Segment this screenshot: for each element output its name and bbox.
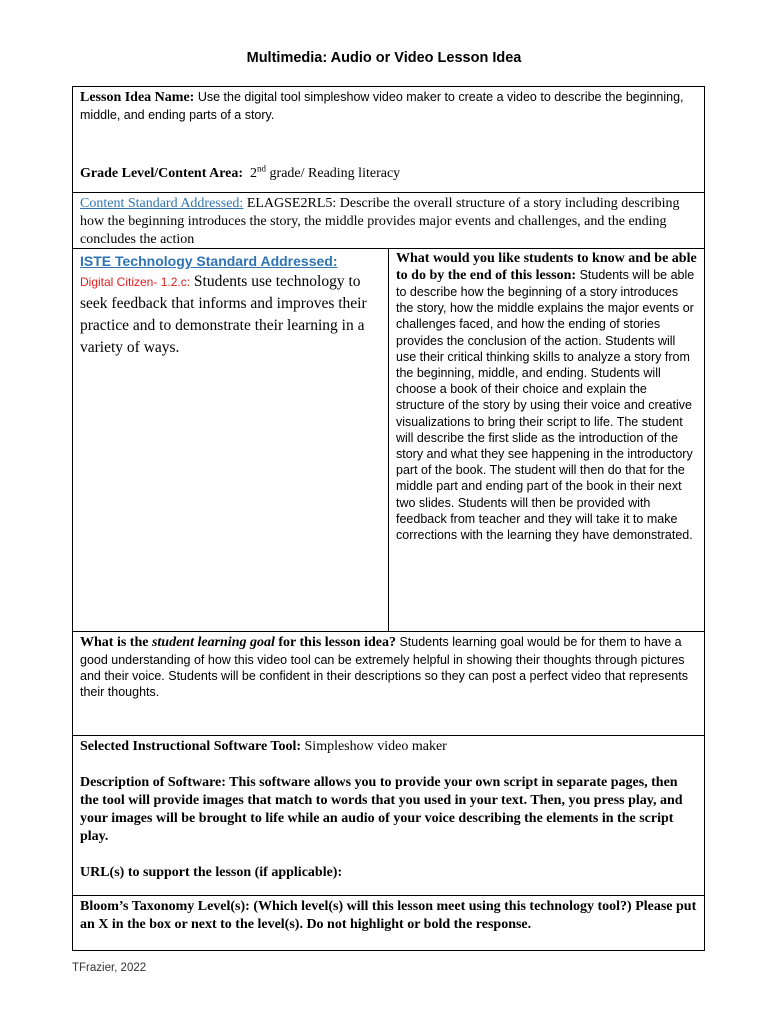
software-tool-label: Selected Instructional Software Tool: — [80, 739, 302, 754]
lesson-idea-label: Lesson Idea Name: — [80, 90, 195, 105]
objectives-label: What would you like students to know and be able to do by the end of this lesson: — [396, 251, 697, 283]
lesson-idea-row — [73, 87, 704, 193]
lesson-idea-text: Use the digital tool simpleshow video maker to create a video to describe the beginning, middle, and ending parts of a story. — [80, 90, 684, 122]
lesson-table — [72, 86, 705, 951]
iste-paragraph — [80, 271, 381, 359]
software-tool-value: Simpleshow video maker — [301, 739, 447, 754]
content-standard-row — [73, 193, 704, 249]
footer-credit: TFrazier, 2022 — [72, 962, 147, 974]
iste-heading[interactable]: ISTE Technology Standard Addressed: — [80, 253, 338, 269]
bloom-row — [73, 896, 704, 950]
grade-level-text: grade/ Reading literacy — [266, 166, 401, 181]
learning-goal-row — [73, 632, 704, 736]
url-label: URL(s) to support the lesson (if applicable): — [80, 865, 343, 880]
content-standard-label[interactable]: Content Standard Addressed: — [80, 196, 244, 211]
learning-goal-paragraph — [80, 634, 697, 700]
grade-suffix: nd — [257, 163, 267, 174]
software-tool-paragraph — [80, 738, 697, 756]
page-title: Multimedia: Audio or Video Lesson Idea — [246, 50, 522, 66]
objectives-text: Students will be able to describe how the beginning of a story introduces the story, how the middle explains the major events or challenges faced, and how the ending of stories provides the conclusion of the action. Students will use their critical thinking skills to analyze a story from the beginning, middle, and ending. Students will choose a book of their choice and explain the structure of the story by using their voice and creative visualizations to bring their script to life. The student will describe the first slide as the introduction of the story and what they see happening in the introductory part of the book. The student will then do that for the middle part and ending part of the book in their next two slides. Students will then be provided with feedback from teacher and they will take it to make corrections with the learning they have demonstrated. — [396, 268, 695, 543]
iste-code: Digital Citizen- 1.2.c: — [80, 275, 191, 289]
learning-goal-text: Students learning goal would be for them to have a good understanding of how this video tool can be extremely helpful in showing their thoughts through pictures and their voice. Students will be confident in their descriptions so they can post a perfect video that represents their thoughts. — [80, 635, 688, 699]
learning-goal-label-post: for this lesson idea? — [274, 635, 396, 650]
content-standard-text: ELAGSE2RL5: Describe the overall structure of a story including describing how the beginning introduces the story, the middle provides major events and challenges, and the ending concludes the action — [80, 196, 680, 247]
grade-number: 2 — [250, 166, 258, 181]
standards-objectives-row — [73, 249, 704, 632]
learning-goal-label-pre: What is the — [80, 635, 152, 650]
software-row — [73, 736, 704, 896]
lesson-idea-paragraph — [80, 89, 697, 123]
grade-level-paragraph — [80, 165, 400, 183]
objectives-cell — [389, 249, 704, 631]
learning-goal-label-em: student learning goal — [151, 635, 275, 650]
objectives-paragraph — [396, 250, 697, 543]
iste-text: Students use technology to seek feedback that informs and improves their practice and to demonstrate their learning in a variety of ways. — [80, 273, 367, 356]
bloom-text: Bloom’s Taxonomy Level(s): (Which level(s) will this lesson meet using this technology tool?) Please put an X in the box or next to the level(s). Do not highlight or bold the response. — [80, 899, 697, 932]
iste-cell — [73, 249, 389, 631]
learning-goal-label — [80, 635, 396, 650]
software-description: Description of Software: This software allows you to provide your own script in separate pages, then the tool will provide images that match to words that you used in your text. Then, you press play, and your images will be brought to life while an audio of your voice describing the elements in the script play. — [80, 775, 683, 844]
grade-level-label: Grade Level/Content Area: — [80, 166, 244, 181]
content-standard-paragraph — [80, 195, 697, 249]
